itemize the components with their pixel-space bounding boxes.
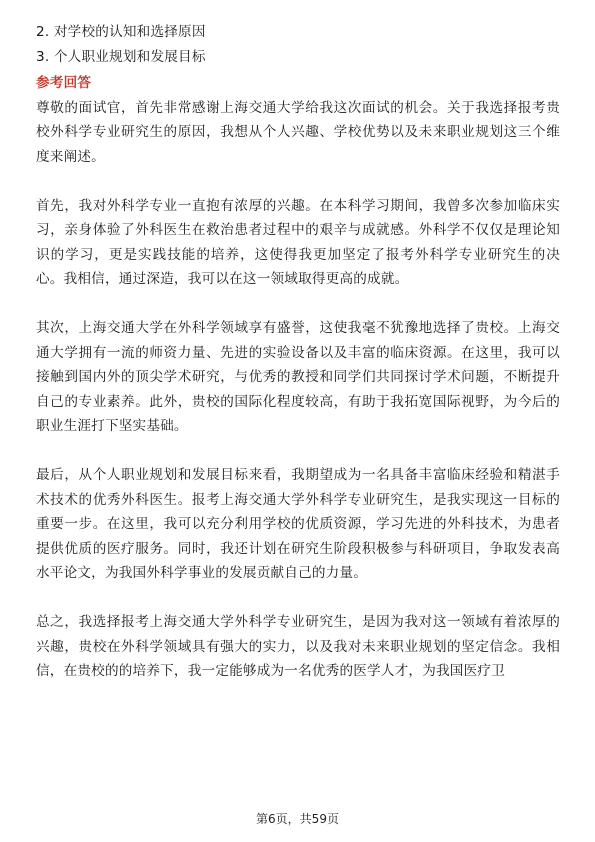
question-item-3: 3. 个人职业规划和发展目标	[36, 48, 206, 65]
answer-paragraph-2: 其次，上海交通大学在外科学领域享有盛誉，这使我毫不犹豫地选择了贵校。上海交通大学拥有一流的师资力量、先进的实验设备以及丰富的临床资源。在这里，我可以接触到国内外的顶尖学术研究，与优秀的教授和同学们共同探讨学术问题，不断提升自己的专业素养。此外，贵校的国际化程度较高，有助于我拓宽国际视野，为今后的职业生涯打下坚实基础。	[36, 320, 560, 434]
page-number-footer: 第6页，共59页	[256, 812, 339, 826]
paragraph-spacer	[36, 586, 560, 611]
question-item-2: 2. 对学校的认知和选择原因	[36, 24, 206, 40]
answer-paragraph-3: 最后，从个人职业规划和发展目标来看，我期望成为一名具备丰富临床经验和精湛手术技术的优秀外科医生。报考上海交通大学外科学专业研究生，是我实现这一目标的重要一步。在这里，我可以充分利用学校的优质资源，学习先进的外科技术，为患者提供优质的医疗服务。同时，我还计划在研究生阶段积极参与科研项目，争取发表高水平论文，为我国外科学事业的发展贡献自己的力量。	[36, 467, 560, 581]
answer-intro-paragraph: 尊敬的面试官，首先非常感谢上海交通大学给我这次面试的机会。关于我选择报考贵校外科学专业研究生的原因，我想从个人兴趣、学校优势以及未来职业规划这三个维度来阐述。	[36, 99, 560, 165]
answer-paragraph-4: 总之，我选择报考上海交通大学外科学专业研究生，是因为我对这一领域有着浓厚的兴趣，贵校在外科学领域具有强大的实力，以及我对未来职业规划的坚定信念。我相信，在贵校的的培养下，我一定能够成为一名优秀的医学人才，为我国医疗卫	[36, 614, 560, 679]
paragraph-spacer	[36, 292, 560, 317]
paragraph-spacer	[36, 439, 560, 464]
paragraph-spacer	[36, 169, 560, 194]
answer-paragraph-1: 首先，我对外科学专业一直抱有浓厚的兴趣。在本科学习期间，我曾多次参加临床实习，亲身体验了外科医生在救治患者过程中的艰辛与成就感。外科学不仅仅是理论知识的学习，更是实践技能的培养，这使得我更加坚定了报考外科学专业研究生的决心。我相信，通过深造，我可以在这一领域取得更高的成就。	[36, 197, 560, 287]
answer-heading: 参考回答	[36, 75, 92, 91]
page-content	[36, 20, 560, 684]
